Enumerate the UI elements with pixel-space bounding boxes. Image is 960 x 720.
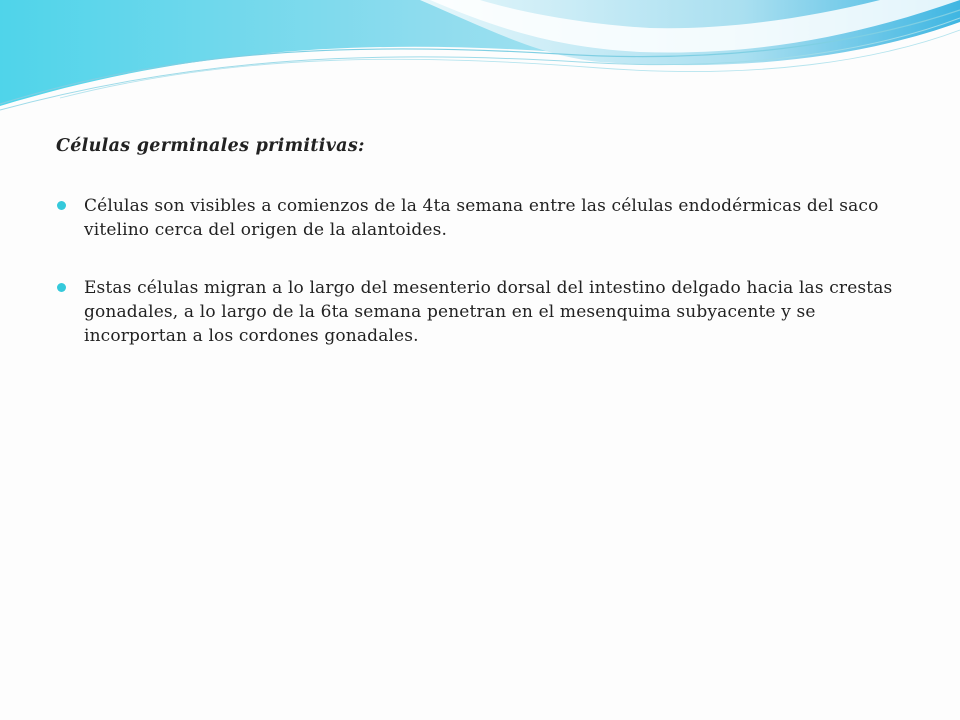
bullet-dot-icon <box>57 283 66 292</box>
header-wave-decoration <box>0 0 960 120</box>
bullet-dot-icon <box>57 201 66 210</box>
slide-heading: Células germinales primitivas: <box>56 136 365 156</box>
bullet-item <box>56 276 916 348</box>
bullet-item <box>56 194 916 242</box>
bullet-text: Estas células migran a lo largo del mesenterio dorsal del intestino delgado hacia las crestas gonadales, a lo largo de la 6ta semana penetran en el mesenquima subyacente y se incorportan a los cordones gonadales. <box>84 278 893 346</box>
slide-content <box>56 134 916 382</box>
bullet-list <box>56 194 916 348</box>
bullet-text: Células son visibles a comienzos de la 4ta semana entre las células endodérmicas del saco vitelino cerca del origen de la alantoides. <box>84 196 879 240</box>
